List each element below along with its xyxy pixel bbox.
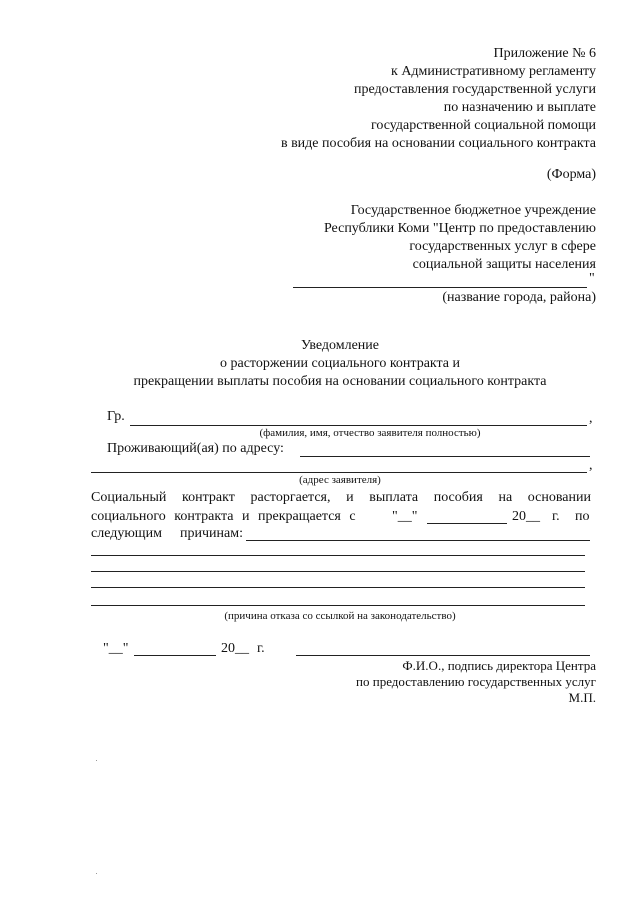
paragraph-word: основании (527, 490, 591, 505)
paragraph-line-3b: причинам: (180, 526, 243, 541)
signature-caption-line: по предоставлению государственных услуг (356, 674, 596, 689)
address-line-2 (91, 472, 587, 473)
date-month-line (427, 523, 507, 524)
word-po: по (575, 509, 590, 524)
appendix-header (281, 45, 596, 153)
paragraph-line-1 (91, 489, 591, 507)
paragraph-word: на (498, 490, 513, 505)
institution-line: Республики Коми "Центр по предоставлению (323, 221, 596, 236)
paragraph-line-2a: социального контракта и прекращается с (91, 509, 356, 524)
institution-line: государственных услуг в сфере (409, 239, 596, 254)
appendix-line: Приложение № 6 (493, 46, 596, 61)
citizen-name-line (130, 425, 587, 426)
year-suffix: г. (552, 509, 560, 524)
signature-line (296, 655, 590, 656)
reason-line-3 (91, 571, 585, 572)
footer-month-line (134, 655, 216, 656)
title-line: прекращении выплаты пособия на основании социального контракта (133, 374, 547, 389)
footer-date-day: "__" (103, 641, 129, 656)
close-quote: " (589, 271, 595, 286)
paragraph-word: и (346, 490, 354, 505)
paragraph-line-3a: следующим (91, 526, 162, 541)
appendix-line: в виде пособия на основании социального контракта (280, 136, 596, 151)
paragraph-word: контракт (182, 490, 235, 505)
scan-speck (96, 760, 97, 761)
date-day-field: "__" (392, 509, 418, 524)
footer-year-suffix: г. (257, 641, 265, 656)
comma: , (589, 458, 593, 473)
appendix-line: к Административному регламенту (391, 64, 596, 79)
address-caption: (адрес заявителя) (299, 474, 381, 486)
scan-speck (96, 873, 97, 874)
paragraph-word: расторгается, (250, 490, 331, 505)
signature-caption-line: Ф.И.О., подпись директора Центра (402, 658, 596, 673)
address-label: Проживающий(ая) по адресу: (107, 441, 284, 456)
stamp-label: М.П. (568, 690, 596, 705)
reason-line-5 (91, 605, 585, 606)
institution-block (324, 202, 596, 274)
citizen-label: Гр. (107, 409, 125, 424)
reason-line-2 (91, 555, 585, 556)
paragraph-word: выплата (369, 490, 419, 505)
footer-date-year: 20__ (221, 641, 249, 656)
institution-line: Государственное бюджетное учреждение (350, 203, 596, 218)
reason-caption: (причина отказа со ссылкой на законодательство) (224, 610, 456, 622)
institution-line: социальной защиты населения (412, 257, 596, 272)
city-caption: (название города, района) (442, 290, 596, 305)
paragraph-word: пособия (433, 490, 483, 505)
paragraph-word: Социальный (91, 490, 167, 505)
appendix-line: государственной социальной помощи (370, 118, 596, 133)
signature-caption (356, 658, 596, 706)
reason-line-4 (91, 587, 585, 588)
address-line-1 (300, 456, 590, 457)
city-line (293, 287, 587, 288)
date-year-field: 20__ (512, 509, 540, 524)
citizen-caption: (фамилия, имя, отчество заявителя полностью) (259, 427, 481, 439)
form-label: (Форма) (546, 167, 596, 182)
title-line: о расторжении социального контракта и (219, 356, 461, 371)
reason-line-1 (246, 540, 590, 541)
appendix-line: по назначению и выплате (443, 100, 596, 115)
appendix-line: предоставления государственной услуги (354, 82, 596, 97)
title-line: Уведомление (300, 338, 379, 353)
comma: , (589, 411, 593, 426)
notice-title (0, 337, 640, 391)
